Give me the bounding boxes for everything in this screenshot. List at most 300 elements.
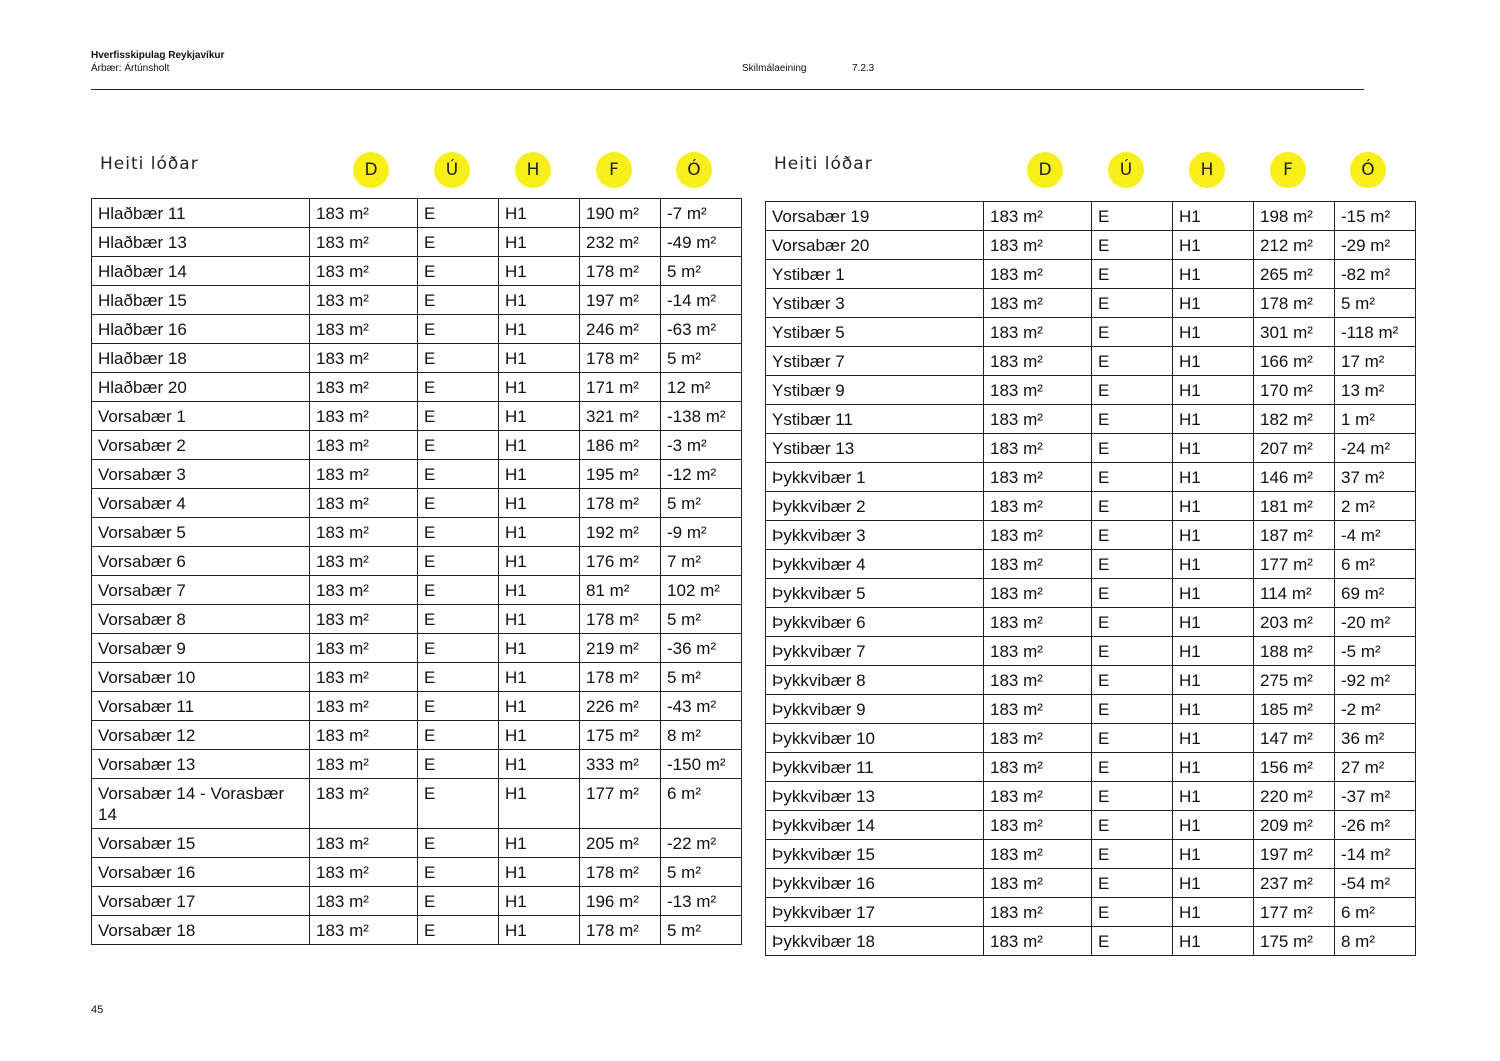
u-cell: E (1092, 405, 1173, 434)
f-cell: 187 m² (1254, 521, 1335, 550)
h-cell: H1 (499, 402, 580, 431)
lot-name-cell: Þykkvibær 14 (766, 811, 984, 840)
table-row (766, 260, 1416, 289)
d-cell: 183 m² (984, 318, 1092, 347)
h-cell: H1 (1173, 434, 1254, 463)
lot-name-cell: Þykkvibær 17 (766, 898, 984, 927)
lot-name-cell: Ystibær 5 (766, 318, 984, 347)
u-cell: E (1092, 753, 1173, 782)
u-cell: E (418, 858, 499, 887)
f-cell: 178 m² (580, 605, 661, 634)
o-cell: 6 m² (661, 779, 742, 829)
h-cell: H1 (499, 858, 580, 887)
o-cell: 5 m² (661, 489, 742, 518)
lot-name-cell: Þykkvibær 13 (766, 782, 984, 811)
u-cell: E (1092, 347, 1173, 376)
u-cell: E (418, 402, 499, 431)
lot-name-cell: Vorsabær 14 - Vorasbær 14 (92, 779, 310, 829)
table-row (92, 721, 742, 750)
lot-name-cell: Hlaðbær 18 (92, 344, 310, 373)
d-cell: 183 m² (310, 518, 418, 547)
h-cell: H1 (1173, 463, 1254, 492)
d-cell: 183 m² (984, 405, 1092, 434)
u-cell: E (1092, 550, 1173, 579)
o-cell: -138 m² (661, 402, 742, 431)
table-row (766, 434, 1416, 463)
h-cell: H1 (1173, 869, 1254, 898)
h-cell: H1 (1173, 840, 1254, 869)
d-cell: 183 m² (984, 260, 1092, 289)
u-cell: E (418, 634, 499, 663)
h-cell: H1 (1173, 376, 1254, 405)
u-cell: E (418, 460, 499, 489)
table-row (766, 869, 1416, 898)
lot-name-cell: Hlaðbær 11 (92, 199, 310, 228)
table-row (92, 858, 742, 887)
h-cell: H1 (499, 750, 580, 779)
d-cell: 183 m² (984, 579, 1092, 608)
lot-name-cell: Þykkvibær 3 (766, 521, 984, 550)
o-cell: -9 m² (661, 518, 742, 547)
h-cell: H1 (499, 373, 580, 402)
h-cell: H1 (1173, 811, 1254, 840)
o-cell: 6 m² (1335, 550, 1416, 579)
table-row (92, 315, 742, 344)
table-row (92, 460, 742, 489)
f-cell: 182 m² (1254, 405, 1335, 434)
o-cell: -4 m² (1335, 521, 1416, 550)
u-cell: E (418, 228, 499, 257)
lot-name-cell: Hlaðbær 15 (92, 286, 310, 315)
u-cell: E (418, 286, 499, 315)
f-cell: 186 m² (580, 431, 661, 460)
right-lot-table (765, 201, 1416, 956)
f-cell: 178 m² (580, 344, 661, 373)
d-cell: 183 m² (310, 402, 418, 431)
d-cell: 183 m² (310, 489, 418, 518)
table-row (92, 916, 742, 945)
f-cell: 177 m² (1254, 550, 1335, 579)
o-cell: 5 m² (661, 605, 742, 634)
o-cell: -13 m² (661, 887, 742, 916)
o-cell: -14 m² (661, 286, 742, 315)
o-cell: 36 m² (1335, 724, 1416, 753)
d-cell: 183 m² (310, 721, 418, 750)
lot-name-cell: Vorsabær 8 (92, 605, 310, 634)
h-cell: H1 (1173, 608, 1254, 637)
f-cell: 171 m² (580, 373, 661, 402)
lot-name-cell: Þykkvibær 10 (766, 724, 984, 753)
f-cell: 181 m² (1254, 492, 1335, 521)
lot-name-cell: Vorsabær 17 (92, 887, 310, 916)
d-cell: 183 m² (984, 666, 1092, 695)
h-cell: H1 (499, 663, 580, 692)
h-cell: H1 (1173, 898, 1254, 927)
d-cell: 183 m² (984, 521, 1092, 550)
d-cell: 183 m² (984, 927, 1092, 956)
d-cell: 183 m² (310, 916, 418, 945)
h-cell: H1 (1173, 405, 1254, 434)
f-cell: 196 m² (580, 887, 661, 916)
table-row (766, 782, 1416, 811)
column-header-f: F (1270, 152, 1306, 188)
u-cell: E (1092, 579, 1173, 608)
lot-name-cell: Þykkvibær 4 (766, 550, 984, 579)
table-row (92, 286, 742, 315)
o-cell: 1 m² (1335, 405, 1416, 434)
h-cell: H1 (1173, 260, 1254, 289)
d-cell: 183 m² (310, 634, 418, 663)
d-cell: 183 m² (984, 811, 1092, 840)
lot-name-cell: Vorsabær 6 (92, 547, 310, 576)
lot-name-cell: Vorsabær 19 (766, 202, 984, 231)
h-cell: H1 (499, 431, 580, 460)
d-cell: 183 m² (310, 431, 418, 460)
o-cell: -49 m² (661, 228, 742, 257)
f-cell: 237 m² (1254, 869, 1335, 898)
f-cell: 321 m² (580, 402, 661, 431)
u-cell: E (1092, 724, 1173, 753)
d-cell: 183 m² (984, 782, 1092, 811)
lot-name-cell: Þykkvibær 11 (766, 753, 984, 782)
h-cell: H1 (499, 576, 580, 605)
u-cell: E (418, 750, 499, 779)
d-cell: 183 m² (310, 829, 418, 858)
o-cell: 37 m² (1335, 463, 1416, 492)
lot-name-cell: Vorsabær 20 (766, 231, 984, 260)
table-row (92, 518, 742, 547)
u-cell: E (1092, 840, 1173, 869)
u-cell: E (1092, 521, 1173, 550)
u-cell: E (418, 829, 499, 858)
h-cell: H1 (1173, 782, 1254, 811)
f-cell: 207 m² (1254, 434, 1335, 463)
f-cell: 156 m² (1254, 753, 1335, 782)
h-cell: H1 (499, 605, 580, 634)
o-cell: 12 m² (661, 373, 742, 402)
f-cell: 166 m² (1254, 347, 1335, 376)
o-cell: 5 m² (661, 344, 742, 373)
u-cell: E (1092, 202, 1173, 231)
f-cell: 226 m² (580, 692, 661, 721)
o-cell: -15 m² (1335, 202, 1416, 231)
d-cell: 183 m² (310, 663, 418, 692)
f-cell: 212 m² (1254, 231, 1335, 260)
f-cell: 178 m² (580, 663, 661, 692)
f-cell: 301 m² (1254, 318, 1335, 347)
o-cell: 8 m² (661, 721, 742, 750)
lot-name-cell: Hlaðbær 13 (92, 228, 310, 257)
table-row (92, 431, 742, 460)
f-cell: 147 m² (1254, 724, 1335, 753)
d-cell: 183 m² (984, 492, 1092, 521)
d-cell: 183 m² (984, 608, 1092, 637)
table-row (92, 829, 742, 858)
o-cell: -29 m² (1335, 231, 1416, 260)
o-cell: -37 m² (1335, 782, 1416, 811)
f-cell: 275 m² (1254, 666, 1335, 695)
table-row (92, 402, 742, 431)
o-cell: -82 m² (1335, 260, 1416, 289)
lot-name-cell: Þykkvibær 6 (766, 608, 984, 637)
document-title: Hverfisskipulag Reykjavíkur (91, 50, 225, 61)
lot-name-cell: Vorsabær 15 (92, 829, 310, 858)
d-cell: 183 m² (310, 344, 418, 373)
o-cell: 5 m² (661, 916, 742, 945)
o-cell: -118 m² (1335, 318, 1416, 347)
h-cell: H1 (1173, 492, 1254, 521)
section-number: 7.2.3 (852, 63, 875, 74)
d-cell: 183 m² (310, 858, 418, 887)
page-number: 45 (91, 1004, 104, 1016)
o-cell: -20 m² (1335, 608, 1416, 637)
h-cell: H1 (499, 460, 580, 489)
table-row (766, 521, 1416, 550)
u-cell: E (418, 605, 499, 634)
d-cell: 183 m² (310, 750, 418, 779)
h-cell: H1 (499, 344, 580, 373)
h-cell: H1 (1173, 347, 1254, 376)
table-row (766, 289, 1416, 318)
table-row (766, 405, 1416, 434)
d-cell: 183 m² (984, 724, 1092, 753)
u-cell: E (1092, 898, 1173, 927)
column-header-h: H (515, 152, 551, 188)
u-cell: E (418, 431, 499, 460)
table-row (766, 347, 1416, 376)
u-cell: E (418, 315, 499, 344)
lot-name-cell: Hlaðbær 20 (92, 373, 310, 402)
lot-name-cell: Vorsabær 13 (92, 750, 310, 779)
u-cell: E (1092, 463, 1173, 492)
u-cell: E (418, 547, 499, 576)
h-cell: H1 (499, 518, 580, 547)
o-cell: 69 m² (1335, 579, 1416, 608)
o-cell: -63 m² (661, 315, 742, 344)
d-cell: 183 m² (984, 202, 1092, 231)
h-cell: H1 (499, 547, 580, 576)
d-cell: 183 m² (310, 576, 418, 605)
lot-name-cell: Vorsabær 12 (92, 721, 310, 750)
h-cell: H1 (499, 257, 580, 286)
lot-name-cell: Ystibær 11 (766, 405, 984, 434)
table-row (92, 692, 742, 721)
table-row (766, 318, 1416, 347)
u-cell: E (418, 887, 499, 916)
f-cell: 178 m² (580, 489, 661, 518)
u-cell: E (418, 779, 499, 829)
h-cell: H1 (499, 829, 580, 858)
lot-name-cell: Þykkvibær 2 (766, 492, 984, 521)
h-cell: H1 (499, 634, 580, 663)
table-row (766, 376, 1416, 405)
right-lot-block (765, 152, 1417, 957)
lot-name-cell: Þykkvibær 8 (766, 666, 984, 695)
h-cell: H1 (499, 489, 580, 518)
table-row (766, 637, 1416, 666)
d-cell: 183 m² (310, 228, 418, 257)
u-cell: E (1092, 608, 1173, 637)
d-cell: 183 m² (310, 460, 418, 489)
f-cell: 178 m² (580, 257, 661, 286)
table-row (92, 634, 742, 663)
u-cell: E (418, 373, 499, 402)
h-cell: H1 (1173, 927, 1254, 956)
u-cell: E (418, 692, 499, 721)
o-cell: 7 m² (661, 547, 742, 576)
o-cell: -92 m² (1335, 666, 1416, 695)
u-cell: E (1092, 666, 1173, 695)
table-row (92, 750, 742, 779)
h-cell: H1 (1173, 666, 1254, 695)
lot-name-cell: Vorsabær 10 (92, 663, 310, 692)
table-row (92, 373, 742, 402)
table-row (766, 840, 1416, 869)
h-cell: H1 (499, 199, 580, 228)
u-cell: E (1092, 637, 1173, 666)
f-cell: 175 m² (580, 721, 661, 750)
lot-name-cell: Ystibær 3 (766, 289, 984, 318)
table-row (92, 663, 742, 692)
f-cell: 197 m² (580, 286, 661, 315)
table-row (766, 231, 1416, 260)
o-cell: 102 m² (661, 576, 742, 605)
d-cell: 183 m² (310, 779, 418, 829)
table-row (766, 695, 1416, 724)
d-cell: 183 m² (984, 463, 1092, 492)
table-row (766, 753, 1416, 782)
table-row (92, 199, 742, 228)
table-row (766, 492, 1416, 521)
table-row (766, 898, 1416, 927)
lot-name-cell: Þykkvibær 7 (766, 637, 984, 666)
f-cell: 209 m² (1254, 811, 1335, 840)
f-cell: 81 m² (580, 576, 661, 605)
o-cell: 17 m² (1335, 347, 1416, 376)
table-row (92, 547, 742, 576)
h-cell: H1 (1173, 695, 1254, 724)
u-cell: E (1092, 434, 1173, 463)
h-cell: H1 (499, 228, 580, 257)
column-header-name: Heiti lóðar (100, 154, 199, 174)
u-cell: E (1092, 782, 1173, 811)
u-cell: E (1092, 869, 1173, 898)
table-row (766, 202, 1416, 231)
column-header-name: Heiti lóðar (774, 154, 873, 174)
section-label: Skilmálaeining (742, 63, 807, 74)
left-lot-table (91, 198, 742, 945)
h-cell: H1 (499, 916, 580, 945)
h-cell: H1 (499, 779, 580, 829)
u-cell: E (1092, 376, 1173, 405)
o-cell: 5 m² (661, 858, 742, 887)
lot-name-cell: Vorsabær 2 (92, 431, 310, 460)
d-cell: 183 m² (984, 637, 1092, 666)
d-cell: 183 m² (310, 199, 418, 228)
o-cell: 5 m² (1335, 289, 1416, 318)
u-cell: E (1092, 811, 1173, 840)
table-row (92, 887, 742, 916)
o-cell: -24 m² (1335, 434, 1416, 463)
u-cell: E (1092, 318, 1173, 347)
d-cell: 183 m² (984, 898, 1092, 927)
h-cell: H1 (499, 315, 580, 344)
f-cell: 170 m² (1254, 376, 1335, 405)
f-cell: 219 m² (580, 634, 661, 663)
column-header-u: Ú (434, 152, 470, 188)
u-cell: E (418, 576, 499, 605)
document-subtitle: Árbær: Ártúnsholt (91, 63, 170, 74)
d-cell: 183 m² (984, 289, 1092, 318)
u-cell: E (418, 489, 499, 518)
column-header-d: D (1027, 152, 1063, 188)
lot-name-cell: Vorsabær 4 (92, 489, 310, 518)
lot-name-cell: Ystibær 13 (766, 434, 984, 463)
u-cell: E (1092, 289, 1173, 318)
f-cell: 205 m² (580, 829, 661, 858)
h-cell: H1 (1173, 318, 1254, 347)
h-cell: H1 (499, 286, 580, 315)
o-cell: -7 m² (661, 199, 742, 228)
lot-name-cell: Vorsabær 5 (92, 518, 310, 547)
f-cell: 195 m² (580, 460, 661, 489)
lot-name-cell: Vorsabær 7 (92, 576, 310, 605)
lot-name-cell: Þykkvibær 9 (766, 695, 984, 724)
d-cell: 183 m² (984, 434, 1092, 463)
h-cell: H1 (1173, 637, 1254, 666)
o-cell: -5 m² (1335, 637, 1416, 666)
o-cell: 5 m² (661, 257, 742, 286)
f-cell: 190 m² (580, 199, 661, 228)
f-cell: 333 m² (580, 750, 661, 779)
d-cell: 183 m² (984, 550, 1092, 579)
d-cell: 183 m² (984, 347, 1092, 376)
f-cell: 146 m² (1254, 463, 1335, 492)
o-cell: 8 m² (1335, 927, 1416, 956)
lot-name-cell: Þykkvibær 1 (766, 463, 984, 492)
f-cell: 175 m² (1254, 927, 1335, 956)
h-cell: H1 (1173, 202, 1254, 231)
d-cell: 183 m² (984, 376, 1092, 405)
table-row (92, 576, 742, 605)
header-divider (91, 89, 1364, 90)
h-cell: H1 (1173, 753, 1254, 782)
f-cell: 188 m² (1254, 637, 1335, 666)
lot-name-cell: Ystibær 7 (766, 347, 984, 376)
d-cell: 183 m² (310, 257, 418, 286)
u-cell: E (418, 257, 499, 286)
h-cell: H1 (499, 887, 580, 916)
o-cell: 5 m² (661, 663, 742, 692)
f-cell: 192 m² (580, 518, 661, 547)
f-cell: 178 m² (1254, 289, 1335, 318)
u-cell: E (1092, 695, 1173, 724)
column-header-o: Ó (1350, 152, 1386, 188)
h-cell: H1 (1173, 724, 1254, 753)
d-cell: 183 m² (310, 547, 418, 576)
h-cell: H1 (1173, 231, 1254, 260)
lot-name-cell: Vorsabær 1 (92, 402, 310, 431)
table-row (92, 257, 742, 286)
f-cell: 246 m² (580, 315, 661, 344)
o-cell: 13 m² (1335, 376, 1416, 405)
h-cell: H1 (1173, 550, 1254, 579)
lot-name-cell: Ystibær 9 (766, 376, 984, 405)
table-row (766, 608, 1416, 637)
f-cell: 198 m² (1254, 202, 1335, 231)
f-cell: 220 m² (1254, 782, 1335, 811)
h-cell: H1 (1173, 289, 1254, 318)
